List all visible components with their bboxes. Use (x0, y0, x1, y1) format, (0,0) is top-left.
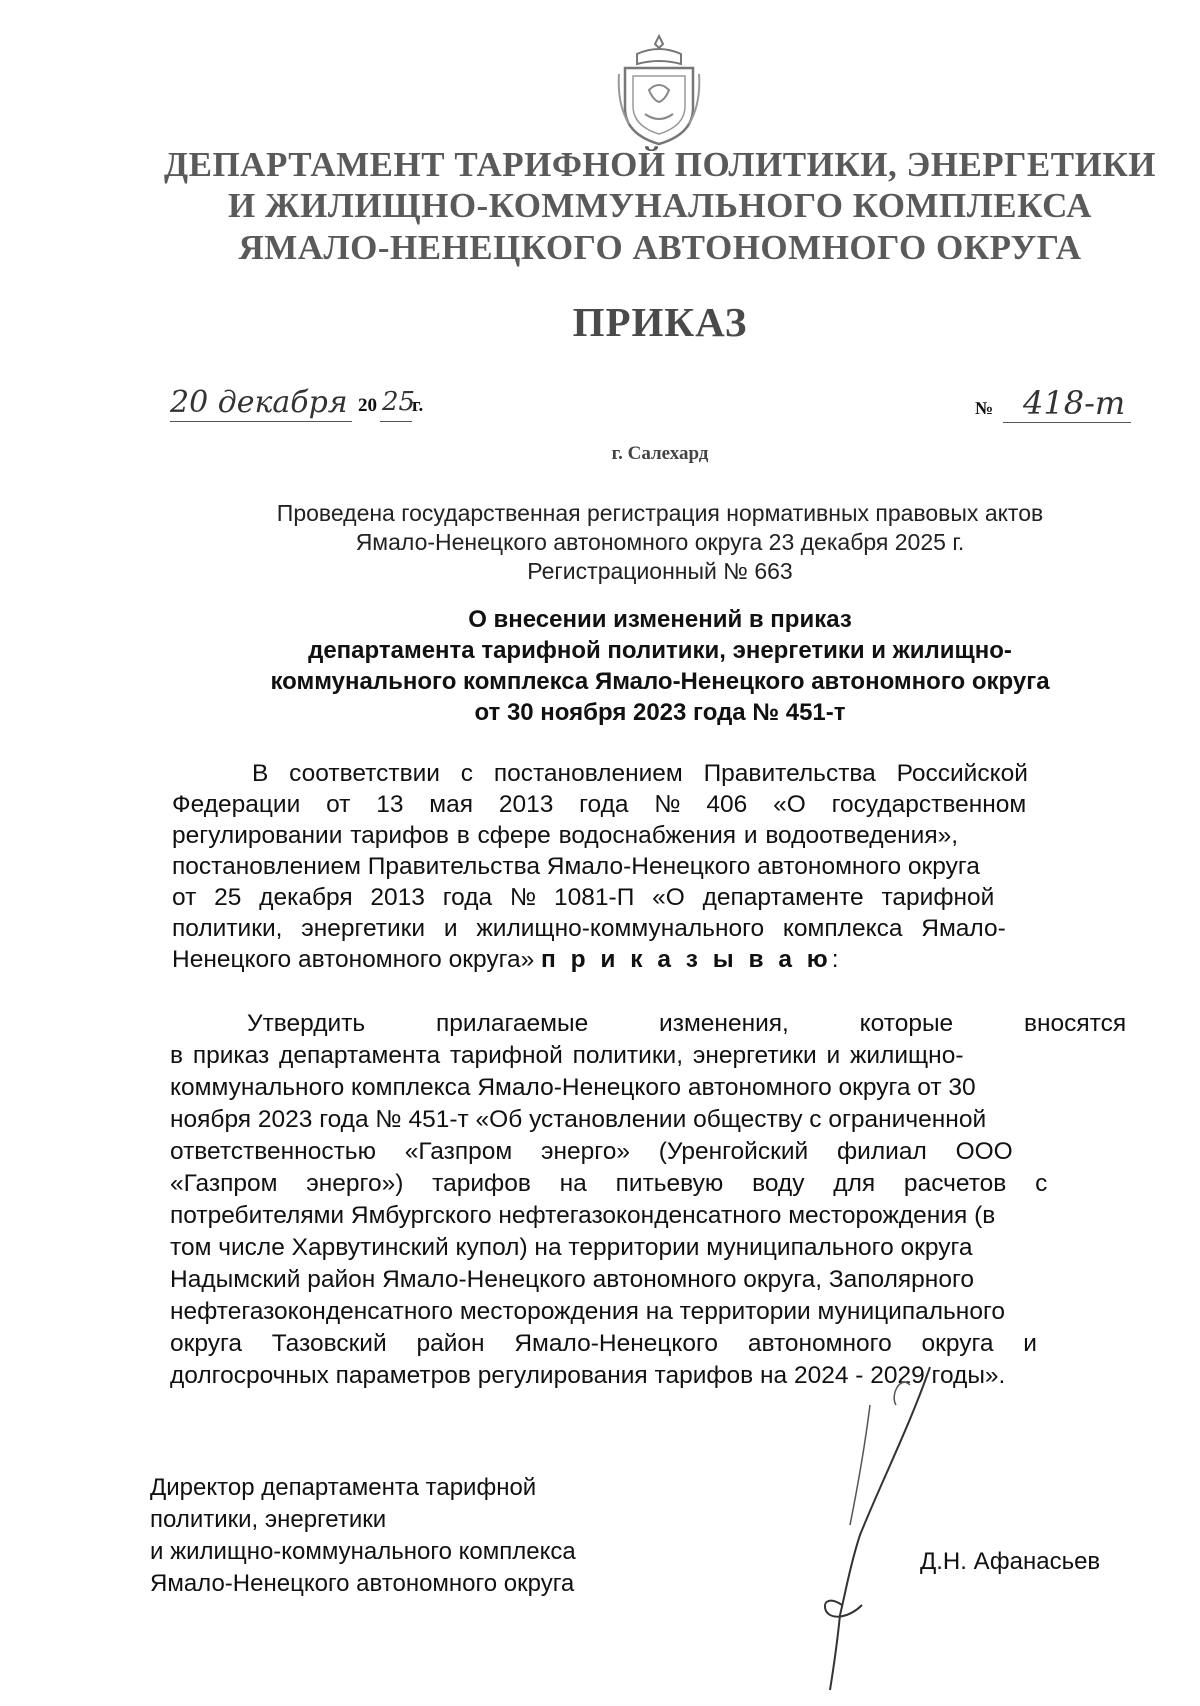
number-underline (1003, 422, 1131, 423)
order-line-11: округа Тазовский район Ямало-Ненецкого автономного округа и (170, 1330, 1037, 1357)
coat-of-arms-emblem (615, 34, 703, 146)
handwritten-signature (770, 1365, 950, 1695)
order-line-8: том числе Харвутинский купол) на территории муниципального округа (170, 1234, 973, 1261)
date-underline (170, 421, 352, 422)
position-line-1: Директор департамента тарифной (150, 1474, 537, 1501)
preamble-line-2: Федерации от 13 мая 2013 года № 406 «О государственном (172, 791, 1027, 818)
subject-line-4: от 30 ноября 2023 года № 451-т (474, 699, 846, 726)
order-line-9: Надымский район Ямало-Ненецкого автономного округа, Заполярного (170, 1266, 974, 1293)
subject-line-3: коммунального комплекса Ямало-Ненецкого автономного округа (270, 668, 1050, 695)
handwritten-date: 20 декабря (170, 385, 348, 420)
order-line-1: Утвердить прилагаемые изменения, которые вносятся (247, 1010, 1127, 1037)
preamble-line-3: регулировании тарифов в сфере водоснабжения и водоотведения», (172, 822, 959, 849)
command-colon: : (831, 946, 839, 973)
registration-line-2: Ямало-Ненецкого автономного округа 23 декабря 2025 г. (355, 529, 965, 555)
order-line-3: коммунального комплекса Ямало-Ненецкого автономного округа от 30 (170, 1074, 976, 1101)
preamble-line-7 (172, 946, 839, 974)
year-prefix: 20 (358, 395, 377, 416)
order-line-2: в приказ департамента тарифной политики, энергетики и жилищно- (170, 1042, 964, 1069)
preamble-last-text: Ненецкого автономного округа» (172, 946, 535, 973)
preamble-line-4: постановлением Правительства Ямало-Ненецкого автономного округа (172, 853, 980, 880)
number-label: № (975, 398, 994, 418)
handwritten-number: 418-т (1023, 384, 1126, 422)
position-line-2: политики, энергетики (150, 1506, 387, 1533)
subject-line-1: О внесении изменений в приказ (468, 606, 852, 633)
order-line-12: долгосрочных параметров регулирования тарифов на 2024 - 2029 годы». (170, 1362, 1006, 1389)
preamble-line-5: от 25 декабря 2013 года № 1081-П «О департаменте тарифной (172, 884, 995, 911)
preamble-line-6: политики, энергетики и жилищно-коммунального комплекса Ямало- (172, 915, 1006, 942)
position-line-3: и жилищно-коммунального комплекса (150, 1538, 576, 1565)
preamble-line-1 (252, 760, 1152, 788)
year-suffix: г. (412, 395, 424, 416)
city-name: г. Салехард (611, 443, 709, 464)
signatory-position (150, 1472, 576, 1600)
department-title-line-2: И ЖИЛИЩНО-КОММУНАЛЬНОГО КОМПЛЕКСА (228, 186, 1092, 225)
order-line-6: «Газпром энерго») тарифов на питьевую воду для расчетов с (170, 1170, 1048, 1197)
department-title-line-1: ДЕПАРТАМЕНТ ТАРИФНОЙ ПОЛИТИКИ, ЭНЕРГЕТИКИ (164, 145, 1156, 184)
document-type-title: ПРИКАЗ (572, 299, 748, 345)
order-number (975, 382, 1135, 432)
signatory-name: Д.Н. Афанасьев (920, 1548, 1101, 1575)
position-line-4: Ямало-Ненецкого автономного округа (150, 1570, 575, 1597)
order-line-10: нефтегазоконденсатного месторождения на территории муниципального (170, 1298, 1005, 1325)
order-command: п р и к а з ы в а ю (541, 946, 832, 973)
handwritten-year: 25 (382, 387, 416, 417)
registration-line-1: Проведена государственная регистрация нормативных правовых актов (276, 500, 1044, 526)
preamble-line-text: В соответствии с постановлением Правительства Российской (252, 760, 1028, 787)
subject-line-2: департамента тарифной политики, энергетики и жилищно- (308, 637, 1012, 664)
year-underline (380, 421, 412, 422)
order-line-5: ответственностью «Газпром энерго» (Уренгойский филиал ООО (170, 1138, 1013, 1165)
department-title-line-3: ЯМАЛО-НЕНЕЦКОГО АВТОНОМНОГО ОКРУГА (238, 228, 1082, 267)
order-line-7: потребителями Ямбургского нефтегазоконденсатного месторождения (в (170, 1202, 996, 1229)
order-line-4: ноября 2023 года № 451-т «Об установлении обществу с ограниченной (170, 1106, 987, 1133)
order-date (170, 385, 470, 435)
registration-line-3: Регистрационный № 663 (527, 558, 793, 584)
